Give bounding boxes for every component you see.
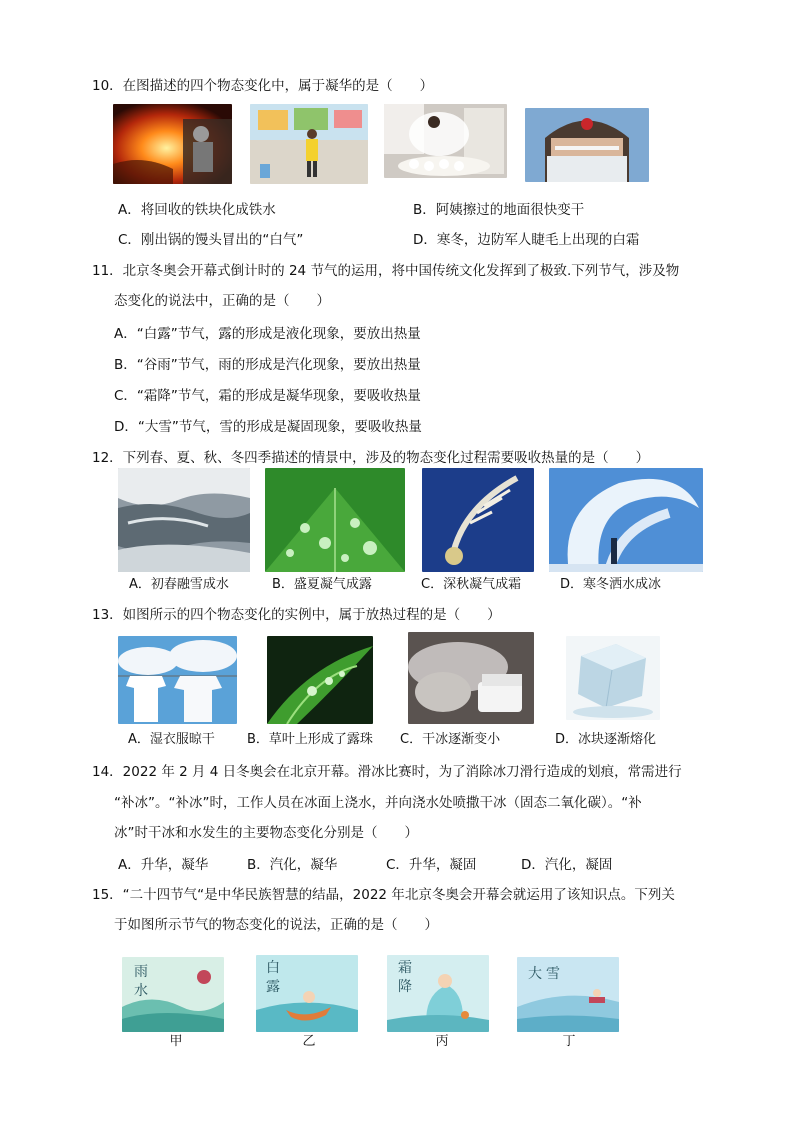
q10-option-b[interactable]: B．阿姨擦过的地面很快变干 [413,202,585,218]
q15-tag-daxue-1: 大 [528,966,542,982]
q15-line2: 于如图所示节气的物态变化的说法，正确的是（ ） [114,917,438,933]
q15-tag-shuangjiang-1: 霜 [398,960,412,976]
q10-option-a[interactable]: A．将回收的铁块化成铁水 [118,202,276,218]
q14-option-b[interactable]: B．汽化，凝华 [247,857,338,873]
q12-caption-b[interactable]: B．盛夏凝气成露 [272,577,372,592]
q14-option-a[interactable]: A．升华，凝华 [118,857,209,873]
q11-option-b[interactable]: B．“谷雨”节气，雨的形成是汽化现象，要放出热量 [114,357,421,373]
q12-caption-c[interactable]: C．深秋凝气成霜 [421,577,522,592]
q15-label-jia: 甲 [169,1034,183,1049]
q15-label-ding: 丁 [562,1034,576,1049]
q12-stem: 12．下列春、夏、秋、冬四季描述的情景中，涉及的物态变化过程需要吸收热量的是（ ） [92,450,650,466]
q15-tag-yushui-2: 水 [134,983,148,999]
q10-option-c[interactable]: C．刚出锅的馒头冒出的“白气” [118,232,304,248]
q14-line3: 冰”时干冰和水发生的主要物态变化分别是（ ） [114,825,418,841]
q15-label-bing: 丙 [435,1034,449,1049]
q15-tag-shuangjiang-2: 降 [398,979,412,995]
q13-caption-d[interactable]: D．冰块逐渐熔化 [555,732,657,747]
q13-caption-b[interactable]: B．草叶上形成了露珠 [247,732,373,747]
q11-option-d[interactable]: D．“大雪”节气，雪的形成是凝固现象，要吸收热量 [114,419,422,435]
q14-option-d[interactable]: D．汽化，凝固 [521,857,613,873]
q15-tag-bailu-2: 露 [266,979,280,995]
q10-picture-mopping-floor [250,104,368,184]
q11-stem-line2: 态变化的说法中，正确的是（ ） [114,293,330,309]
q15-label-yi: 乙 [302,1034,316,1049]
q13-picture-dew-grass [267,636,373,724]
q13-picture-dry-ice [408,632,534,724]
q13-stem: 13．如图所示的四个物态变化的实例中，属于放热过程的是（ ） [92,607,501,623]
q10-stem: 10．在图描述的四个物态变化中，属于凝华的是（ ） [92,78,434,94]
q12-caption-a[interactable]: A．初春融雪成水 [129,577,229,592]
q12-caption-d[interactable]: D．寒冬洒水成冰 [560,577,662,592]
q15-tag-bailu-1: 白 [266,960,280,976]
q12-picture-frost-plant [422,468,534,572]
q12-picture-water-to-ice [549,468,703,572]
q10-picture-steamed-buns [384,104,507,178]
q15-tag-daxue-2: 雪 [546,966,560,982]
q15-line1: 15．“二十四节气“是中华民族智慧的结晶，2022 年北京冬奥会开幕会就运用了该知识点。下列关 [92,887,675,903]
q12-picture-melting-snow [118,468,250,572]
q12-picture-dew-leaf [265,468,405,572]
q13-picture-clothes-drying [118,636,237,724]
q15-tag-yushui-1: 雨 [134,964,148,980]
q10-picture-molten-iron [113,104,232,184]
q14-option-c[interactable]: C．升华，凝固 [386,857,477,873]
q11-option-c[interactable]: C．“霜降”节气，霜的形成是凝华现象，要吸收热量 [114,388,421,404]
q10-option-d[interactable]: D．寒冬，边防军人睫毛上出现的白霜 [413,232,640,248]
q13-caption-c[interactable]: C．干冰逐渐变小 [400,732,501,747]
q14-line1: 14．2022 年 2 月 4 日冬奥会在北京开幕。滑冰比赛时，为了消除冰刀滑行造成的划痕，常需进行 [92,764,682,780]
q11-option-a[interactable]: A．“白露”节气，露的形成是液化现象，要放出热量 [114,326,421,342]
q14-line2: “补冰”。“补冰”时，工作人员在冰面上浇水，并向浇水处喷撒干冰（固态二氧化碳）。“补 [114,795,642,811]
q11-stem-line1: 11．北京冬奥会开幕式倒计时的 24 节气的运用，将中国传统文化发挥到了极致.下列节气，涉及物 [92,263,680,279]
q13-caption-a[interactable]: A．湿衣服晾干 [128,732,215,747]
q13-picture-melting-ice [566,636,660,720]
q10-picture-frost-eyelashes [525,108,649,182]
